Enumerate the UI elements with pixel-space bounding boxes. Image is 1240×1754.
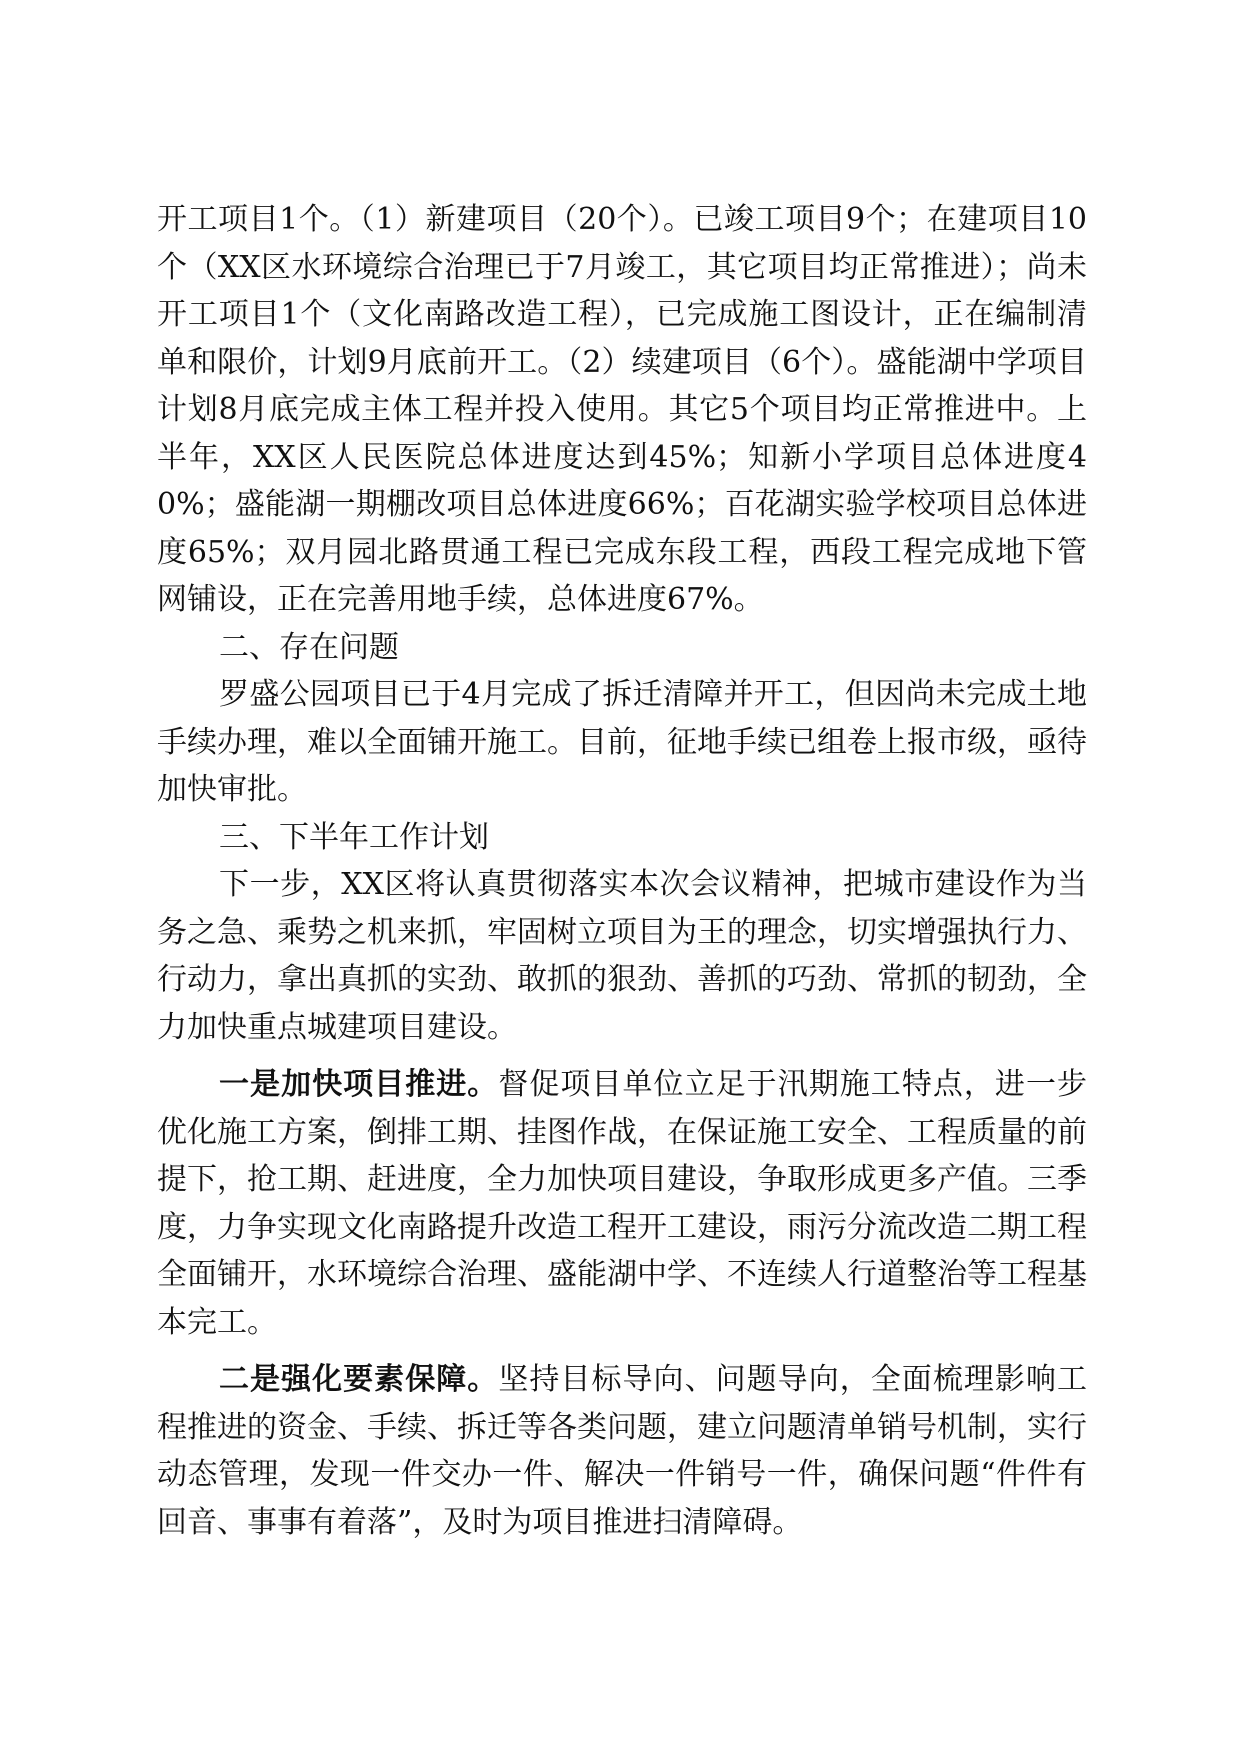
paragraph-item-1 bbox=[157, 1061, 1087, 1346]
section-heading-problems: 二、存在问题 bbox=[219, 629, 399, 665]
item-1-body: 督促项目单位立足于汛期施工特点，进一步优化施工方案，倒排工期、挂图作战，在保证施工安全、工程质量的前提下，抢工期、赶进度，全力加快项目建设，争取形成更多产值。三季度，力争实现文化南路提升改造工程开工建设，雨污分流改造二期工程全面铺开，水环境综合治理、盛能湖中学、不连续人行道整治等工程基本完工。 bbox=[157, 1067, 1088, 1340]
item-2-body: 坚持目标导向、问题导向，全面梳理影响工程推进的资金、手续、拆迁等各类问题，建立问题清单销号机制，实行动态管理，发现一件交办一件、解决一件销号一件，确保问题“件件有回音、事事有着落”，及时为项目推进扫清障碍。 bbox=[157, 1362, 1088, 1540]
paragraph-progress-continuation: 开工项目1个。（1）新建项目（20个）。已竣工项目9个；在建项目10个（XX区水环境综合治理已于7月竣工，其它项目均正常推进）；尚未开工项目1个（文化南路改造工程），已完成施工图设计，正在编制清单和限价，计划9月底前开工。（2）续建项目（6个）。盛能湖中学项目计划8月底完成主体工程并投入使用。其它5个项目均正常推进中。上半年，XX区人民医院总体进度达到45%；知新小学项目总体进度40%；盛能湖一期棚改项目总体进度66%；百花湖实验学校项目总体进度65%；双月园北路贯通工程已完成东段工程，西段工程完成地下管网铺设，正在完善用地手续，总体进度67%。 bbox=[157, 202, 1087, 617]
paragraph-plan-intro: 下一步，XX区将认真贯彻落实本次会议精神，把城市建设作为当务之急、乘势之机来抓，牢固树立项目为王的理念，切实增强执行力、行动力，拿出真抓的实劲、敢抓的狠劲、善抓的巧劲、常抓的韧劲，全力加快重点城建项目建设。 bbox=[157, 867, 1087, 1045]
item-2-lead: 二是强化要素保障。 bbox=[219, 1362, 499, 1397]
paragraph-problems: 罗盛公园项目已于4月完成了拆迁清障并开工，但因尚未完成土地手续办理，难以全面铺开施工。目前，征地手续已组卷上报市级，亟待加快审批。 bbox=[157, 677, 1087, 807]
paragraph-item-2 bbox=[157, 1356, 1087, 1546]
item-1-lead: 一是加快项目推进。 bbox=[219, 1067, 499, 1102]
document-body bbox=[157, 196, 1087, 1546]
section-heading-plan: 三、下半年工作计划 bbox=[219, 819, 489, 855]
